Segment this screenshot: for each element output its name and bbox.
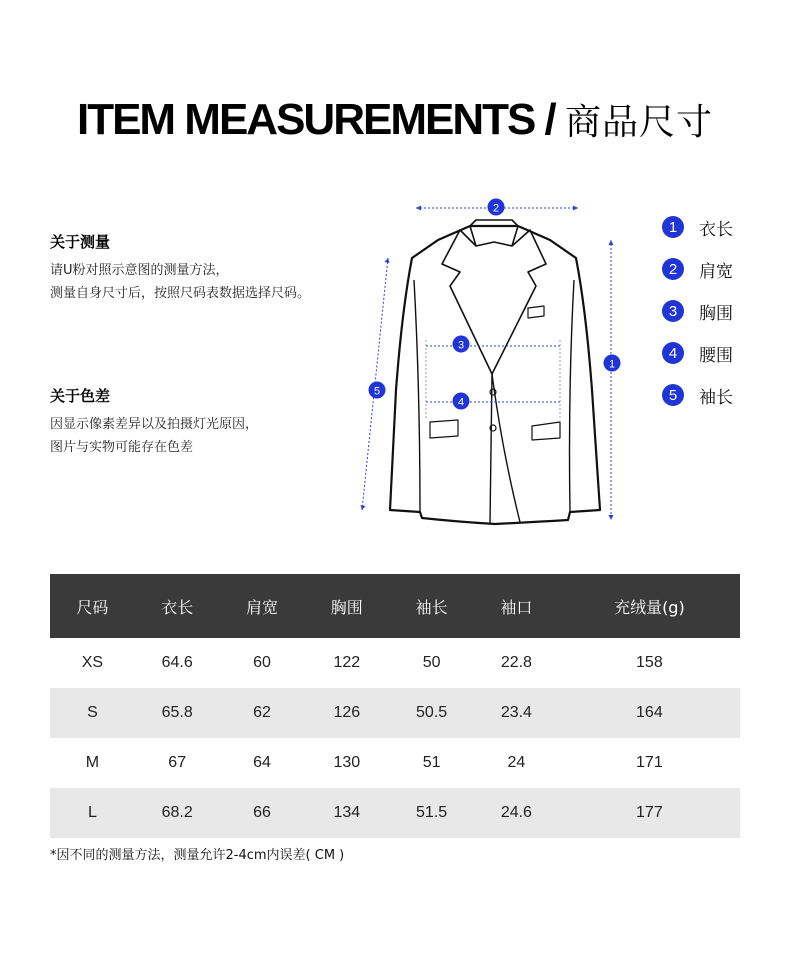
color-info-line: 因显示像素差异以及拍摄灯光原因， [50,417,259,432]
measure-info-line: 请U粉对照示意图的测量方法， [50,263,229,278]
header-shoulder: 肩宽 [220,574,305,638]
legend-label: 腰围 [699,345,733,366]
marker-5 [369,382,386,399]
table-cell: S [50,688,135,738]
marker-4 [453,393,470,410]
table-cell: 62 [220,688,305,738]
legend-item [662,374,733,416]
measurement-legend [662,206,733,416]
measure-info-line: 测量自身尺寸后，按照尺码表数据选择尺码。 [50,286,311,301]
table-header-row [50,574,740,638]
table-cell: 64 [253,754,271,771]
legend-label: 衣长 [699,219,733,240]
page-title-zh: 商品尺寸 [565,102,714,143]
blazer-outline-icon [390,220,600,524]
table-cell: XS [81,654,104,671]
table-cell: 177 [559,788,740,838]
legend-label: 胸围 [699,303,733,324]
header-cuff: 袖口 [474,574,559,638]
color-info-text [50,413,370,459]
legend-label: 袖长 [699,387,733,408]
legend-item [662,206,733,248]
table-cell: 50 [422,654,441,671]
table-cell: 130 [333,754,361,771]
table-cell: 23.4 [474,688,559,738]
marker-3 [453,336,470,353]
measurement-note: *因不同的测量方法，测量允许2-4cm内误差( CM ) [50,848,345,863]
table-cell: 126 [304,688,389,738]
marker-1-label: 1 [608,358,616,371]
table-cell: 134 [304,788,389,838]
legend-number: 1 [662,216,684,238]
table-row [50,738,740,788]
table-row [50,688,740,738]
page-title-en: ITEM MEASUREMENTS / [76,95,555,144]
legend-number: 4 [662,342,684,364]
table-row [50,788,740,838]
marker-2 [488,199,505,216]
size-table [50,574,740,838]
blazer-diagram [350,190,640,530]
measure-info-text [50,259,370,305]
measure-info-heading: 关于测量 [50,233,111,251]
table-cell: 65.8 [135,688,220,738]
table-cell: 51 [422,754,441,771]
legend-label: 肩宽 [699,261,733,282]
page-title [0,94,790,145]
table-cell: 122 [333,654,361,671]
table-cell: 24 [507,754,526,771]
table-cell: 64.6 [161,654,193,671]
table-cell: 68.2 [135,788,220,838]
header-chest: 胸围 [304,574,389,638]
table-cell: 51.5 [389,788,474,838]
color-info-heading: 关于色差 [50,387,111,405]
table-cell: L [50,788,135,838]
table-cell: 164 [559,688,740,738]
legend-item [662,332,733,374]
header-length: 衣长 [135,574,220,638]
legend-number: 2 [662,258,684,280]
header-size: 尺码 [50,574,135,638]
legend-number: 5 [662,384,684,406]
legend-item [662,290,733,332]
legend-item [662,248,733,290]
table-cell: 158 [636,654,663,671]
marker-5-label: 5 [373,385,381,398]
header-sleeve: 袖长 [389,574,474,638]
marker-1 [604,355,621,372]
table-cell: 24.6 [474,788,559,838]
table-cell: 171 [636,754,663,771]
table-cell: M [85,754,100,771]
marker-4-label: 4 [457,396,465,409]
table-cell: 67 [168,754,187,771]
marker-2-label: 2 [492,202,500,215]
table-cell: 66 [220,788,305,838]
table-cell: 60 [253,654,271,671]
legend-number: 3 [662,300,684,322]
header-fill-weight: 充绒量(g) [559,574,740,638]
color-info-line: 图片与实物可能存在色差 [50,440,194,455]
table-cell: 22.8 [500,654,532,671]
marker-3-label: 3 [457,339,465,352]
table-row [50,638,740,688]
table-cell: 50.5 [389,688,474,738]
